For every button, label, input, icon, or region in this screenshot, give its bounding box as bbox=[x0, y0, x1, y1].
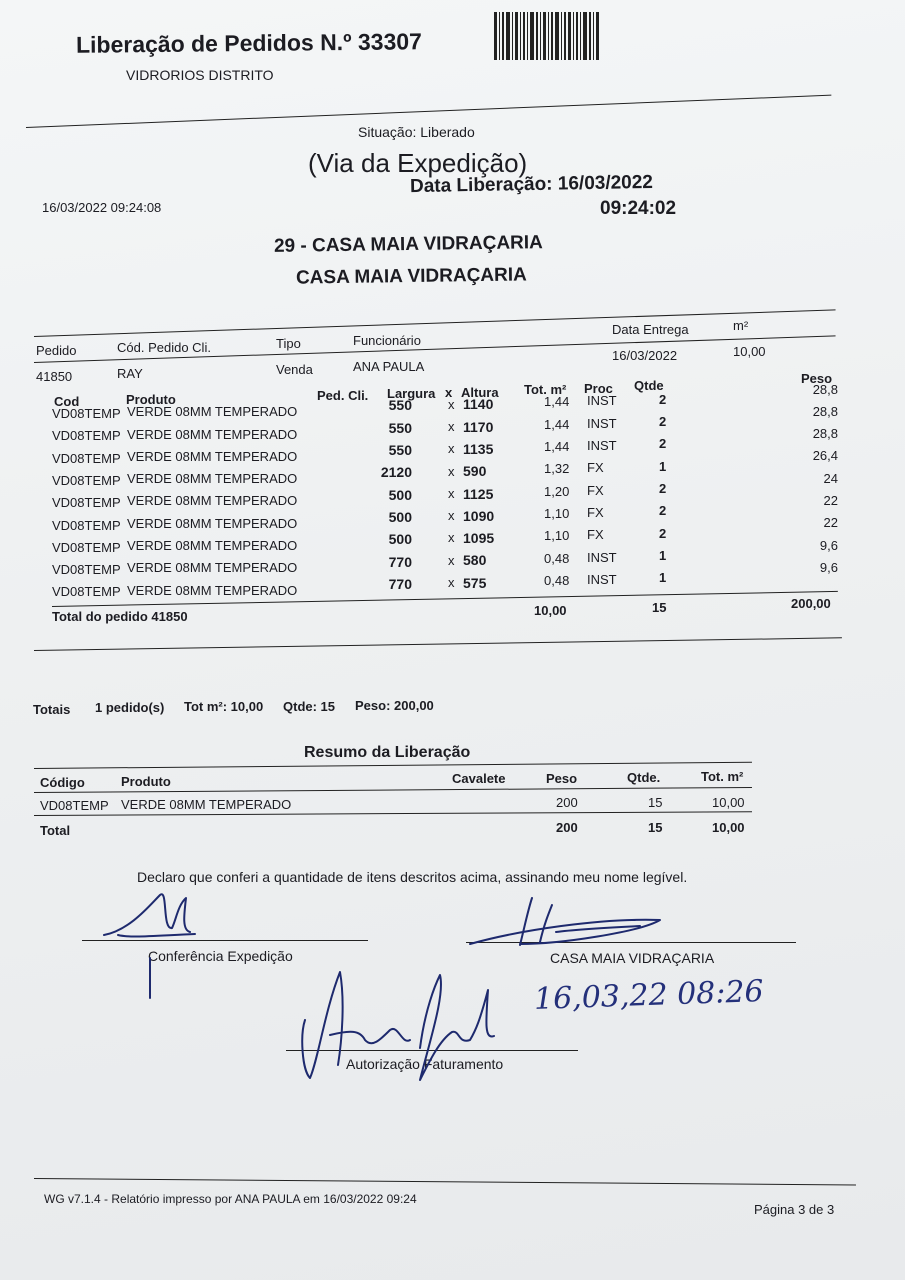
item-largura: 2120 bbox=[380, 464, 412, 481]
item-x: x bbox=[448, 418, 455, 434]
item-proc: INST bbox=[587, 415, 617, 431]
item-cod: VD08TEMP bbox=[52, 517, 121, 533]
item-x: x bbox=[448, 441, 455, 457]
resumo-row-codigo: VD08TEMP bbox=[40, 798, 109, 813]
label-funcionario: Funcionário bbox=[353, 333, 421, 348]
col-ped-cli: Ped. Cli. bbox=[317, 388, 369, 403]
item-x: x bbox=[448, 508, 455, 524]
item-produto: VERDE 08MM TEMPERADO bbox=[127, 471, 298, 487]
item-tot-m2: 1,44 bbox=[544, 394, 570, 410]
resumo-col-qtde: Qtde. bbox=[627, 770, 661, 785]
item-largura: 500 bbox=[388, 531, 412, 548]
item-qtde: 2 bbox=[659, 414, 667, 430]
item-proc: FX bbox=[587, 482, 604, 498]
col-altura: Altura bbox=[461, 385, 499, 400]
item-tot-m2: 1,10 bbox=[544, 505, 570, 521]
label-data-entrega: Data Entrega bbox=[612, 322, 689, 337]
item-largura: 550 bbox=[388, 419, 412, 436]
item-x: x bbox=[448, 463, 455, 479]
item-produto: VERDE 08MM TEMPERADO bbox=[127, 538, 298, 554]
value-funcionario: ANA PAULA bbox=[353, 359, 425, 374]
resumo-col-cavalete: Cavalete bbox=[452, 771, 506, 786]
order-total-m2: 10,00 bbox=[534, 603, 567, 618]
item-largura: 550 bbox=[388, 442, 412, 459]
item-altura: 1125 bbox=[463, 485, 494, 502]
resumo-col-codigo: Código bbox=[40, 775, 85, 790]
item-peso: 26,4 bbox=[812, 448, 838, 464]
label-m2: m² bbox=[733, 318, 749, 333]
col-produto: Produto bbox=[126, 392, 176, 407]
declaration-text: Declaro que conferi a quantidade de itens descritos acima, assinando meu nome legível. bbox=[137, 869, 688, 885]
resumo-total-qtde: 15 bbox=[648, 820, 663, 835]
order-total-label: Total do pedido 41850 bbox=[52, 609, 188, 624]
value-data-entrega: 16/03/2022 bbox=[612, 348, 678, 363]
label-pedido: Pedido bbox=[36, 343, 77, 358]
client-name: CASA MAIA VIDRAÇARIA bbox=[295, 264, 527, 289]
item-x: x bbox=[448, 485, 455, 501]
item-tot-m2: 0,48 bbox=[544, 550, 570, 566]
print-timestamp: 16/03/2022 09:24:08 bbox=[42, 200, 162, 215]
item-proc: FX bbox=[587, 460, 604, 476]
autorizacao-label: Autorização Faturamento bbox=[346, 1056, 504, 1072]
item-altura: 580 bbox=[463, 552, 487, 569]
item-produto: VERDE 08MM TEMPERADO bbox=[127, 560, 298, 576]
item-cod: VD08TEMP bbox=[52, 428, 121, 444]
item-produto: VERDE 08MM TEMPERADO bbox=[127, 426, 298, 442]
item-qtde: 1 bbox=[659, 547, 667, 563]
col-qtde: Qtde bbox=[634, 378, 664, 393]
copy-type: (Via da Expedição) bbox=[308, 148, 528, 178]
release-date: Data Liberação: 16/03/2022 bbox=[409, 171, 654, 198]
item-qtde: 2 bbox=[659, 436, 667, 452]
resumo-col-produto: Produto bbox=[121, 774, 171, 789]
item-peso: 9,6 bbox=[819, 537, 838, 553]
col-proc: Proc bbox=[584, 381, 613, 396]
item-qtde: 1 bbox=[659, 458, 667, 474]
item-proc: INST bbox=[587, 393, 617, 409]
item-peso: 22 bbox=[823, 493, 838, 509]
item-produto: VERDE 08MM TEMPERADO bbox=[127, 493, 298, 509]
item-proc: INST bbox=[587, 438, 617, 454]
item-qtde: 2 bbox=[659, 525, 667, 541]
document-title: Liberação de Pedidos N.º 33307 bbox=[75, 28, 423, 58]
value-tipo: Venda bbox=[276, 362, 313, 377]
totais-label: Totais bbox=[33, 702, 71, 717]
value-m2: 10,00 bbox=[733, 344, 766, 359]
resumo-total-label: Total bbox=[40, 823, 71, 838]
resumo-row-qtde: 15 bbox=[648, 795, 663, 810]
client-code-name: 29 - CASA MAIA VIDRAÇARIA bbox=[273, 232, 543, 257]
totais-peso: Peso: 200,00 bbox=[355, 698, 434, 713]
item-tot-m2: 1,10 bbox=[544, 528, 570, 544]
col-cod: Cod bbox=[54, 394, 80, 409]
item-tot-m2: 1,44 bbox=[544, 416, 570, 432]
client-signature-label: CASA MAIA VIDRAÇARIA bbox=[550, 950, 715, 966]
item-altura: 1095 bbox=[463, 530, 495, 547]
totais-qtde: Qtde: 15 bbox=[283, 699, 336, 714]
item-cod: VD08TEMP bbox=[52, 539, 121, 555]
item-qtde: 2 bbox=[659, 503, 667, 519]
resumo-col-peso: Peso bbox=[546, 771, 578, 786]
item-qtde: 1 bbox=[659, 570, 667, 586]
item-produto: VERDE 08MM TEMPERADO bbox=[127, 582, 298, 598]
item-cod: VD08TEMP bbox=[52, 450, 121, 466]
resumo-row-peso: 200 bbox=[556, 795, 578, 810]
resumo-title: Resumo da Liberação bbox=[304, 744, 471, 761]
totais-m2: Tot m²: 10,00 bbox=[184, 699, 264, 714]
item-proc: FX bbox=[587, 504, 604, 520]
item-altura: 1090 bbox=[463, 507, 495, 524]
resumo-total-peso: 200 bbox=[556, 820, 578, 835]
item-peso: 28,8 bbox=[812, 426, 838, 442]
col-tot-m2: Tot. m² bbox=[524, 382, 567, 397]
item-altura: 590 bbox=[463, 463, 487, 480]
item-proc: FX bbox=[587, 527, 604, 543]
item-peso: 22 bbox=[823, 515, 838, 531]
col-peso: Peso bbox=[801, 371, 833, 386]
page-number: Página 3 de 3 bbox=[754, 1202, 835, 1217]
item-proc: INST bbox=[587, 549, 617, 565]
label-tipo: Tipo bbox=[276, 336, 301, 351]
totais-pedidos: 1 pedido(s) bbox=[95, 700, 165, 715]
conferencia-signature bbox=[104, 894, 195, 998]
item-largura: 770 bbox=[388, 553, 412, 570]
item-x: x bbox=[448, 396, 455, 412]
handwritten-date: 16,03,22 08:26 bbox=[533, 974, 765, 1017]
resumo-row-produto: VERDE 08MM TEMPERADO bbox=[121, 797, 292, 812]
item-altura: 1135 bbox=[463, 440, 494, 457]
item-altura: 1170 bbox=[463, 418, 494, 435]
item-x: x bbox=[448, 575, 455, 591]
item-qtde: 2 bbox=[659, 480, 667, 496]
value-pedido: 41850 bbox=[36, 369, 73, 384]
item-largura: 770 bbox=[388, 575, 412, 592]
item-cod: VD08TEMP bbox=[52, 562, 121, 578]
order-total-peso: 200,00 bbox=[791, 596, 831, 611]
item-proc: INST bbox=[587, 571, 617, 587]
item-cod: VD08TEMP bbox=[52, 406, 121, 421]
item-peso: 28,8 bbox=[812, 403, 838, 419]
item-tot-m2: 1,32 bbox=[544, 461, 570, 477]
item-peso: 9,6 bbox=[819, 559, 838, 575]
autorizacao-signature bbox=[302, 972, 494, 1080]
company-name: VIDRORIOS DISTRITO bbox=[126, 67, 274, 83]
item-tot-m2: 1,44 bbox=[544, 439, 570, 455]
conferencia-label: Conferência Expedição bbox=[148, 948, 293, 964]
value-cod-pedido-cli: RAY bbox=[117, 366, 143, 381]
item-altura: 1140 bbox=[463, 396, 494, 413]
resumo-col-tot-m2: Tot. m² bbox=[701, 769, 744, 784]
col-x: x bbox=[445, 385, 453, 400]
resumo-total-tot-m2: 10,00 bbox=[712, 820, 745, 835]
footer-printed-by: WG v7.1.4 - Relatório impresso por ANA PAULA em 16/03/2022 09:24 bbox=[44, 1192, 417, 1206]
item-largura: 500 bbox=[388, 508, 412, 525]
item-cod: VD08TEMP bbox=[52, 472, 121, 488]
item-produto: VERDE 08MM TEMPERADO bbox=[127, 448, 298, 464]
item-peso: 24 bbox=[823, 470, 838, 486]
item-tot-m2: 0,48 bbox=[544, 572, 570, 588]
order-total-qtde: 15 bbox=[652, 600, 667, 615]
label-cod-pedido-cli: Cód. Pedido Cli. bbox=[117, 340, 211, 355]
col-largura: Largura bbox=[387, 386, 436, 401]
release-time: 09:24:02 bbox=[600, 198, 677, 219]
resumo-row-tot-m2: 10,00 bbox=[712, 795, 745, 810]
item-x: x bbox=[448, 530, 455, 546]
item-altura: 575 bbox=[463, 574, 487, 591]
status-text: Situação: Liberado bbox=[358, 124, 475, 140]
item-largura: 550 bbox=[388, 397, 412, 414]
item-cod: VD08TEMP bbox=[52, 584, 121, 600]
item-largura: 500 bbox=[388, 486, 412, 503]
item-produto: VERDE 08MM TEMPERADO bbox=[127, 515, 298, 531]
item-tot-m2: 1,20 bbox=[544, 483, 570, 499]
item-produto: VERDE 08MM TEMPERADO bbox=[127, 404, 298, 420]
item-x: x bbox=[448, 552, 455, 568]
item-peso: 28,8 bbox=[812, 381, 838, 397]
item-qtde: 2 bbox=[659, 391, 667, 407]
item-cod: VD08TEMP bbox=[52, 495, 121, 511]
client-signature bbox=[470, 898, 660, 945]
